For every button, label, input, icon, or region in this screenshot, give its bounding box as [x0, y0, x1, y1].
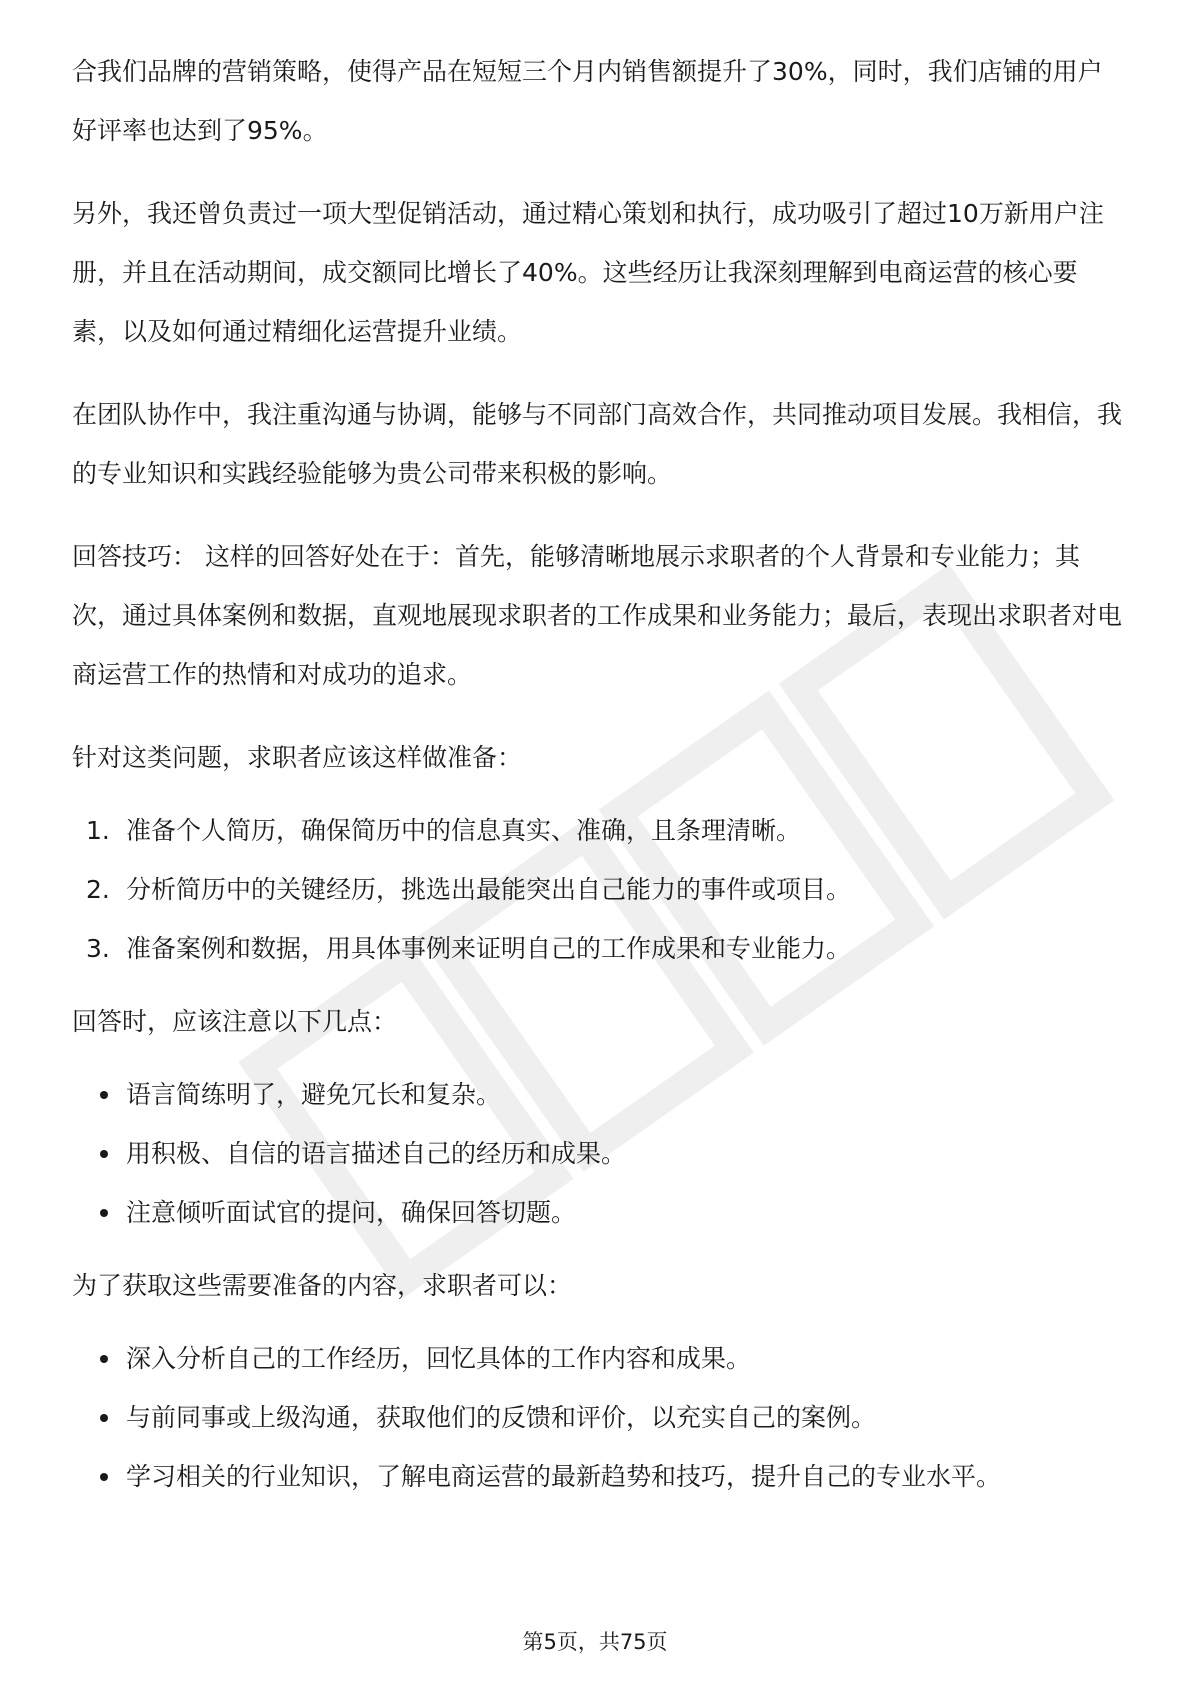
- paragraph-answer-tips: 回答技巧： 这样的回答好处在于：首先，能够清晰地展示求职者的个人背景和专业能力；其次，通过具体案例和数据，直观地展现求职者的工作成果和业务能力；最后，表现出求职者对电商运营工作的热情和对成功的追求。: [72, 542, 1123, 689]
- list-item: [72, 801, 1122, 860]
- list-item: [72, 1388, 1122, 1447]
- prep-steps-list: [72, 801, 1122, 978]
- page-number-footer: 第5页，共75页: [522, 1630, 668, 1654]
- bullet-icon: [100, 1414, 108, 1422]
- list-item-text: 准备个人简历，确保简历中的信息真实、准确，且条理清晰。: [126, 816, 802, 845]
- attention-points-list: [72, 1065, 1122, 1242]
- list-item-text: 语言简练明了，避免冗长和复杂。: [126, 1080, 502, 1109]
- list-number: 3.: [86, 934, 110, 963]
- list-item-text: 分析简历中的关键经历，挑选出最能突出自己能力的事件或项目。: [126, 875, 852, 904]
- paragraph-teamwork: 在团队协作中，我注重沟通与协调，能够与不同部门高效合作，共同推动项目发展。我相信，我的专业知识和实践经验能够为贵公司带来积极的影响。: [72, 400, 1123, 488]
- attention-heading: 回答时，应该注意以下几点：: [72, 1007, 398, 1036]
- list-item-text: 学习相关的行业知识，了解电商运营的最新趋势和技巧，提升自己的专业水平。: [126, 1462, 1002, 1491]
- prep-heading: 针对这类问题，求职者应该这样做准备：: [72, 743, 523, 772]
- bullet-icon: [100, 1473, 108, 1481]
- obtain-points-list: [72, 1329, 1122, 1506]
- list-item-text: 深入分析自己的工作经历，回忆具体的工作内容和成果。: [126, 1344, 752, 1373]
- list-number: 2.: [86, 875, 110, 904]
- bullet-icon: [100, 1150, 108, 1158]
- list-item: [72, 1329, 1122, 1388]
- bullet-icon: [100, 1091, 108, 1099]
- document-body: [72, 42, 1122, 1506]
- list-item-text: 用积极、自信的语言描述自己的经历和成果。: [126, 1139, 627, 1168]
- list-item-text: 与前同事或上级沟通，获取他们的反馈和评价，以充实自己的案例。: [126, 1403, 877, 1432]
- list-number: 1.: [86, 816, 110, 845]
- list-item-text: 准备案例和数据，用具体事例来证明自己的工作成果和专业能力。: [126, 934, 852, 963]
- bullet-icon: [100, 1209, 108, 1217]
- list-item: [72, 1124, 1122, 1183]
- obtain-heading: 为了获取这些需要准备的内容，求职者可以：: [72, 1271, 573, 1300]
- list-item: [72, 860, 1122, 919]
- paragraph-achievements: 合我们品牌的营销策略，使得产品在短短三个月内销售额提升了30%，同时，我们店铺的用户好评率也达到了95%。: [72, 57, 1103, 145]
- bullet-icon: [100, 1355, 108, 1363]
- list-item-text: 注意倾听面试官的提问，确保回答切题。: [126, 1198, 577, 1227]
- paragraph-promotion: 另外，我还曾负责过一项大型促销活动，通过精心策划和执行，成功吸引了超过10万新用户注册，并且在活动期间，成交额同比增长了40%。这些经历让我深刻理解到电商运营的核心要素，以及如何通过精细化运营提升业绩。: [72, 199, 1104, 346]
- list-item: [72, 919, 1122, 978]
- list-item: [72, 1065, 1122, 1124]
- list-item: [72, 1183, 1122, 1242]
- list-item: [72, 1447, 1122, 1506]
